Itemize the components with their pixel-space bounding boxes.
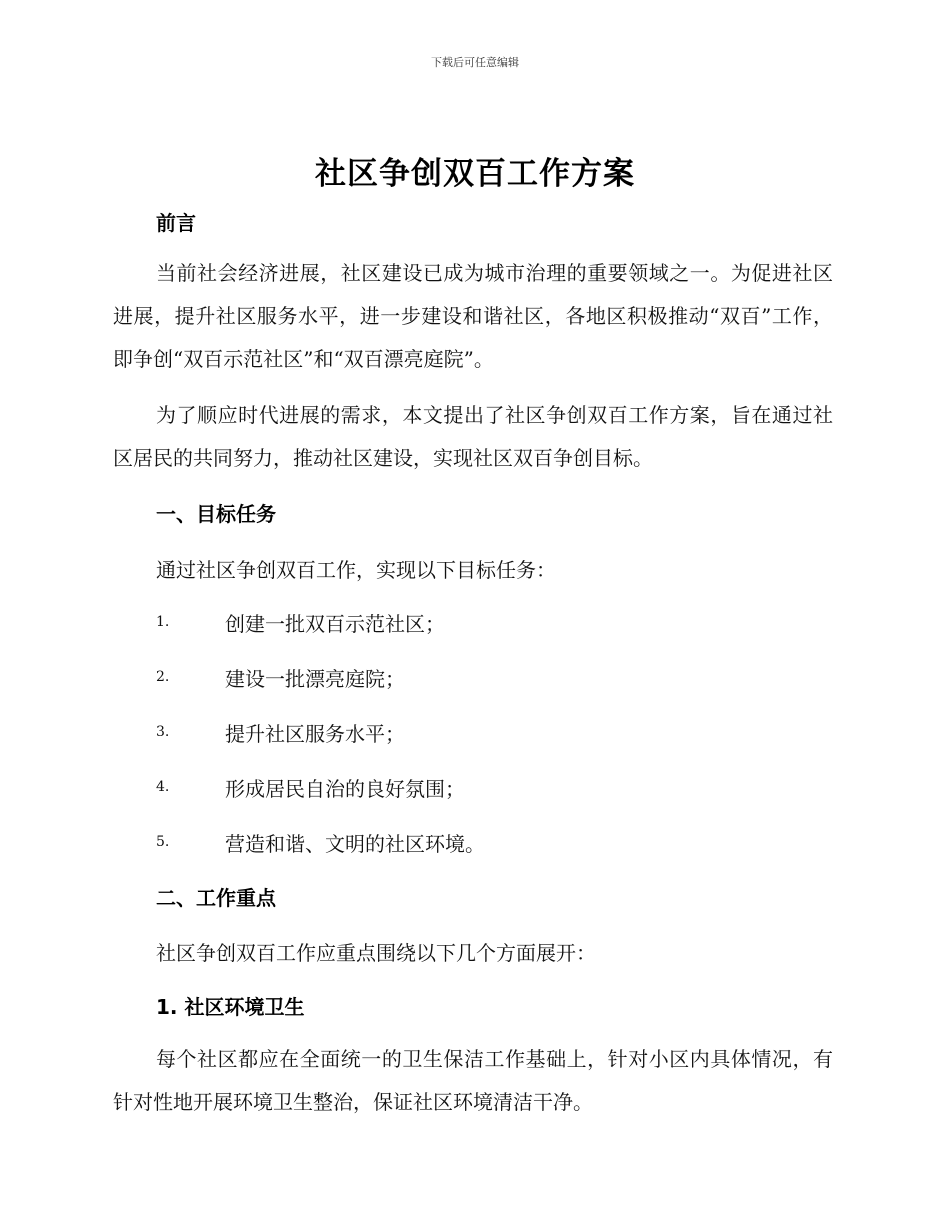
- section2-intro: 社区争创双百工作应重点围绕以下几个方面展开：: [156, 941, 596, 965]
- list-item-text: 营造和谐、文明的社区环境。: [225, 832, 485, 856]
- preface-heading: 前言: [156, 211, 196, 235]
- section1-heading: 一、目标任务: [156, 502, 276, 526]
- list-item-number: 5.: [156, 834, 170, 850]
- list-item-number: 3.: [156, 724, 170, 740]
- section1-intro: 通过社区争创双百工作，实现以下目标任务：: [156, 558, 556, 582]
- list-item-number: 1.: [156, 614, 170, 630]
- subsection-heading: 1. 社区环境卫生: [156, 995, 305, 1019]
- list-item-text: 形成居民自治的良好氛围；: [225, 777, 465, 801]
- preface-paragraph-2: 为了顺应时代进展的需求，本文提出了社区争创双百工作方案，旨在通过社区居民的共同努力，推动社区建设，实现社区双百争创目标。: [113, 403, 833, 470]
- document-title: 社区争创双百工作方案: [315, 156, 635, 192]
- list-item-text: 建设一批漂亮庭院；: [225, 667, 405, 691]
- list-item-text: 提升社区服务水平；: [225, 722, 405, 746]
- subsection-paragraph: 每个社区都应在全面统一的卫生保洁工作基础上，针对小区内具体情况，有针对性地开展环境卫生整治，保证社区环境清洁干净。: [113, 1047, 833, 1114]
- list-item-number: 2.: [156, 669, 170, 685]
- list-item-number: 4.: [156, 779, 170, 795]
- preface-paragraph-1: 当前社会经济进展，社区建设已成为城市治理的重要领域之一。为促进社区进展，提升社区服务水平，进一步建设和谐社区，各地区积极推动“双百”工作，即争创“双百示范社区”和“双百漂亮庭院”。: [113, 261, 833, 371]
- list-item-text: 创建一批双百示范社区；: [225, 612, 445, 636]
- header-note: 下载后可任意编辑: [431, 56, 519, 69]
- section2-heading: 二、工作重点: [156, 886, 276, 910]
